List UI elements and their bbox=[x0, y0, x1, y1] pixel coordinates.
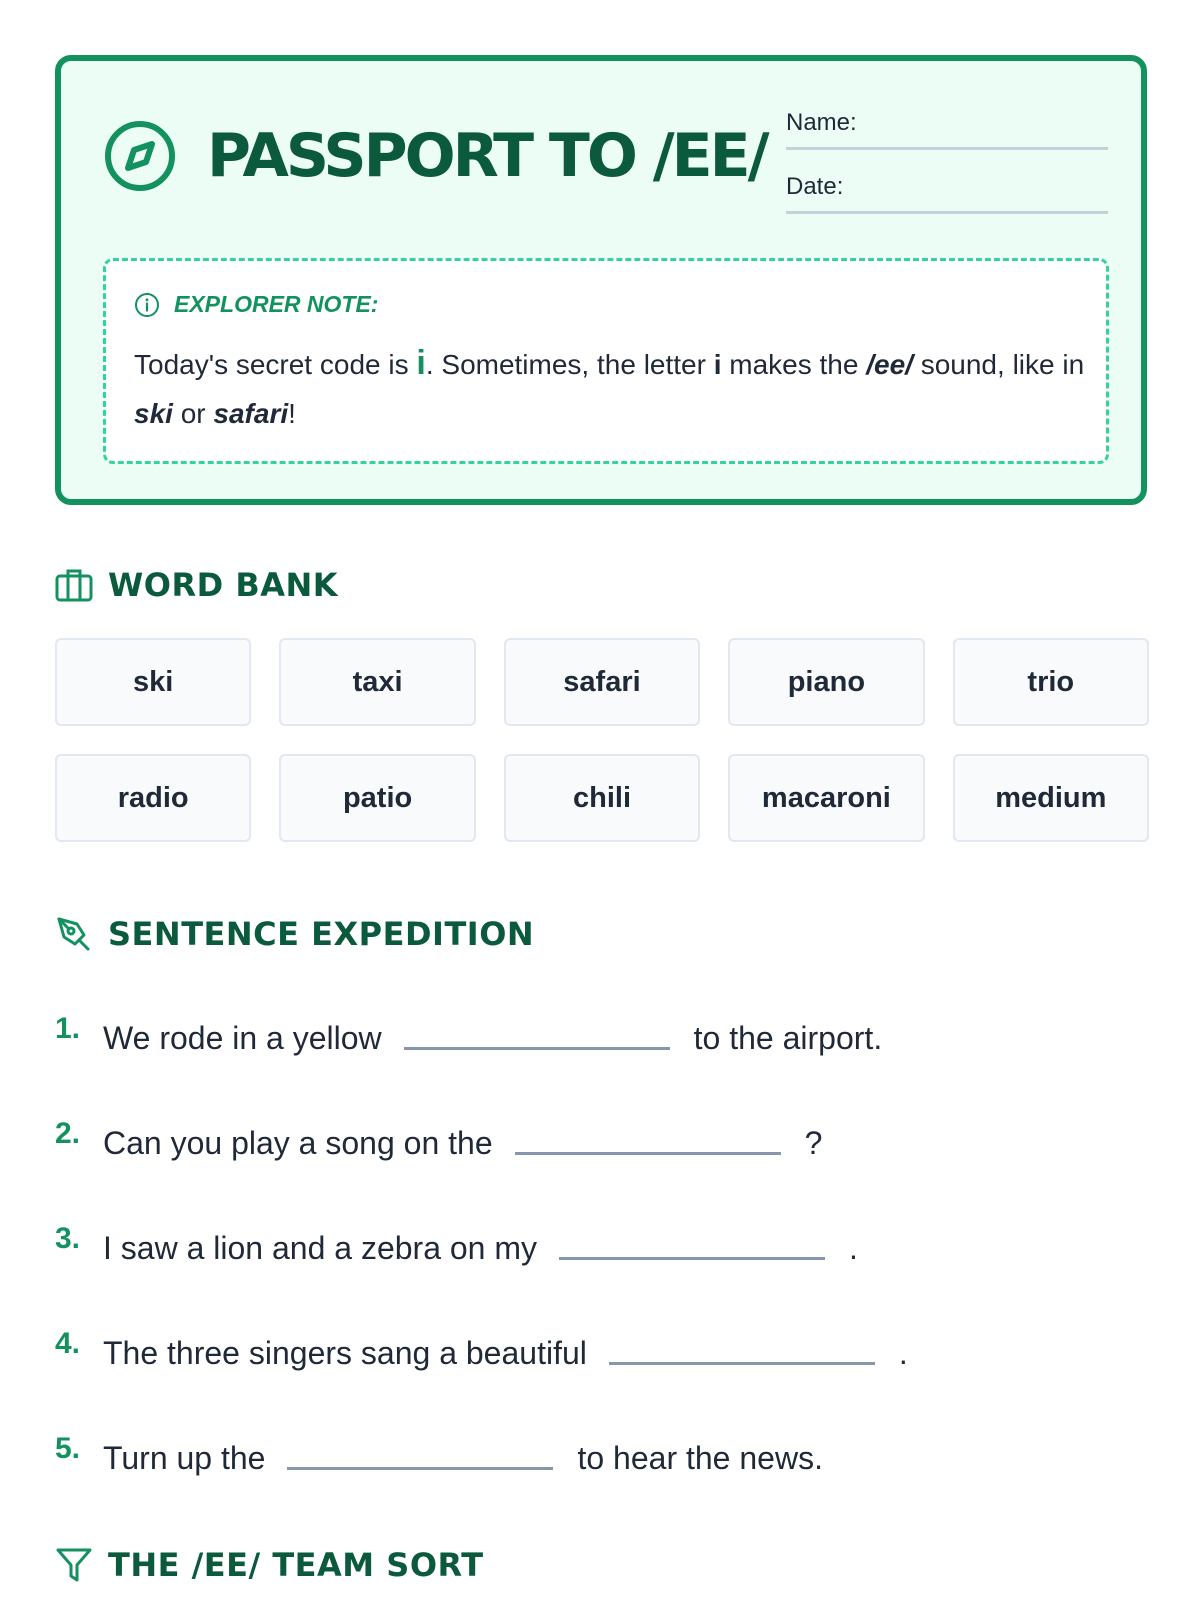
answer-blank[interactable] bbox=[287, 1467, 553, 1470]
secret-code: i bbox=[416, 344, 426, 382]
explorer-note-header bbox=[134, 291, 378, 318]
word-tile[interactable]: radio bbox=[55, 754, 251, 842]
word-bank-grid bbox=[55, 638, 1149, 842]
word-tile[interactable]: taxi bbox=[279, 638, 475, 726]
sentence-after: . bbox=[849, 1230, 858, 1266]
note-text-3: makes the bbox=[721, 349, 867, 380]
explorer-note-title: EXPLORER NOTE: bbox=[174, 291, 379, 317]
sentence-item bbox=[55, 1010, 1145, 1115]
compass-icon bbox=[103, 119, 177, 193]
sentence-number: 3. bbox=[55, 1222, 81, 1255]
answer-blank[interactable] bbox=[609, 1362, 875, 1365]
team-sort-title: THE /EE/ TEAM SORT bbox=[108, 1546, 484, 1584]
sentence-text bbox=[103, 1232, 858, 1264]
note-text-6: ! bbox=[288, 398, 296, 429]
sentence-after: to the airport. bbox=[693, 1020, 883, 1056]
sentence-after: to hear the news. bbox=[577, 1440, 823, 1476]
sentence-text bbox=[103, 1127, 822, 1159]
sentence-after: ? bbox=[804, 1125, 823, 1161]
info-icon bbox=[134, 292, 160, 318]
word-tile[interactable]: piano bbox=[728, 638, 924, 726]
note-text-1: Today's secret code is bbox=[134, 349, 417, 380]
name-label: Name: bbox=[786, 109, 857, 136]
name-field[interactable] bbox=[786, 109, 1108, 150]
letter-i: i bbox=[713, 349, 722, 380]
sentence-number: 5. bbox=[55, 1432, 81, 1465]
filter-icon bbox=[55, 1546, 93, 1584]
word-tile[interactable]: patio bbox=[279, 754, 475, 842]
explorer-note bbox=[103, 258, 1109, 464]
sentence-text bbox=[103, 1442, 823, 1474]
sentence-before: Can you play a song on the bbox=[103, 1125, 493, 1161]
sentence-expedition-header bbox=[55, 915, 534, 953]
answer-blank[interactable] bbox=[559, 1257, 825, 1260]
briefcase-icon bbox=[55, 566, 93, 604]
sentence-expedition-title: SENTENCE EXPEDITION bbox=[108, 915, 535, 953]
sentence-text bbox=[103, 1337, 908, 1369]
sentence-text bbox=[103, 1022, 882, 1054]
team-sort-header bbox=[55, 1546, 484, 1584]
example-ski: ski bbox=[134, 398, 173, 429]
sentence-after: . bbox=[898, 1335, 908, 1371]
word-tile[interactable]: ski bbox=[55, 638, 251, 726]
sentence-before: The three singers sang a beautiful bbox=[103, 1335, 587, 1371]
word-tile[interactable]: macaroni bbox=[728, 754, 924, 842]
word-tile[interactable]: chili bbox=[504, 754, 700, 842]
date-label: Date: bbox=[786, 173, 844, 200]
sentence-before: Turn up the bbox=[103, 1440, 266, 1476]
sentence-number: 1. bbox=[55, 1012, 81, 1045]
explorer-note-text bbox=[134, 339, 1094, 438]
word-tile[interactable]: medium bbox=[953, 754, 1149, 842]
sound-ee: /ee/ bbox=[866, 349, 913, 380]
answer-blank[interactable] bbox=[515, 1152, 781, 1155]
word-bank-title: WORD BANK bbox=[108, 566, 339, 604]
sentence-list bbox=[55, 1010, 1145, 1535]
answer-blank[interactable] bbox=[404, 1047, 670, 1050]
word-bank-header bbox=[55, 566, 338, 604]
sentence-item bbox=[55, 1325, 1145, 1430]
sentence-number: 2. bbox=[55, 1117, 81, 1150]
example-safari: safari bbox=[213, 398, 289, 429]
word-tile[interactable]: trio bbox=[953, 638, 1149, 726]
word-tile[interactable]: safari bbox=[504, 638, 700, 726]
date-line bbox=[786, 211, 1108, 214]
sentence-item bbox=[55, 1220, 1145, 1325]
name-line bbox=[786, 147, 1108, 150]
date-field[interactable] bbox=[786, 173, 1108, 214]
sentence-before: We rode in a yellow bbox=[103, 1020, 382, 1056]
note-text-4: sound, like in bbox=[912, 349, 1085, 380]
note-text-5: or bbox=[172, 398, 214, 429]
pen-tool-icon bbox=[55, 915, 93, 953]
sentence-item bbox=[55, 1115, 1145, 1220]
title-row bbox=[103, 119, 767, 193]
note-text-2: . Sometimes, the letter bbox=[425, 349, 714, 380]
page-title: PASSPORT TO /EE/ bbox=[207, 121, 767, 191]
passport-header-card bbox=[55, 55, 1147, 505]
sentence-before: I saw a lion and a zebra on my bbox=[103, 1230, 538, 1266]
sentence-item bbox=[55, 1430, 1145, 1535]
sentence-number: 4. bbox=[55, 1327, 81, 1360]
